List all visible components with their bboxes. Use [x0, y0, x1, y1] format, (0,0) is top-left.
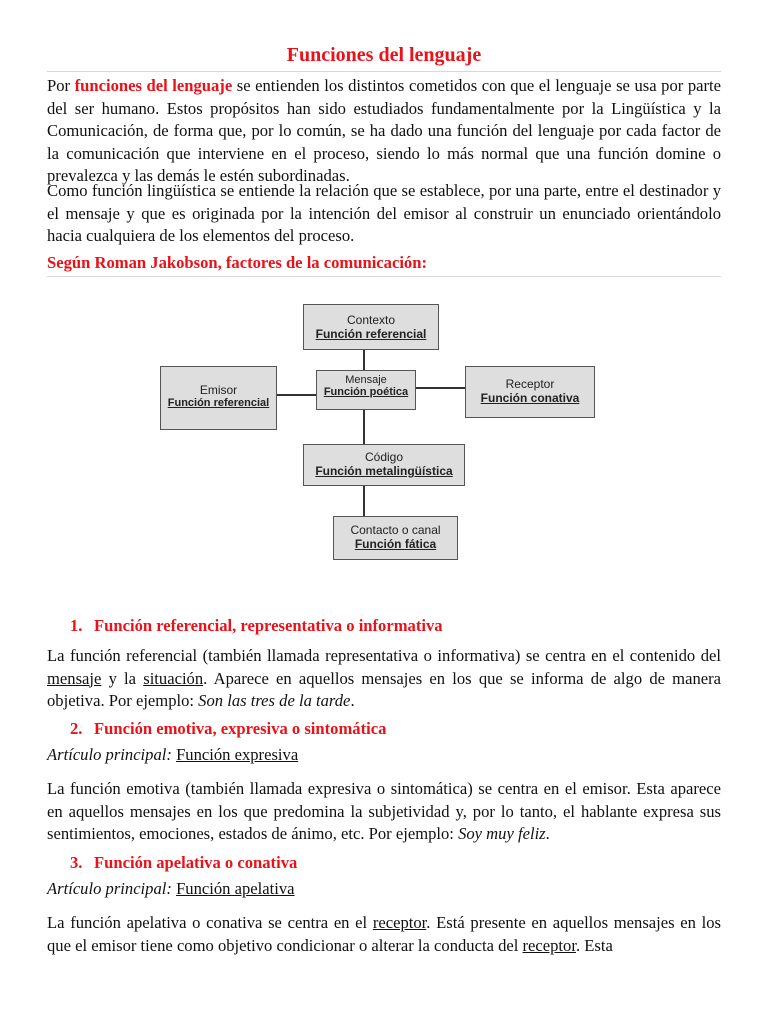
box-emisor [160, 366, 277, 430]
section-2-example: Soy muy feliz [458, 824, 546, 843]
section-2-article-line [47, 745, 298, 765]
communication-factors-diagram [140, 286, 620, 576]
intro-p1-start: Por [47, 76, 75, 95]
emisor-function: Función referencial [167, 397, 270, 409]
box-mensaje [316, 370, 416, 410]
section-1-paragraph [47, 645, 721, 713]
box-contexto [303, 304, 439, 350]
section-1-title: Función referencial, representativa o informativa [94, 616, 443, 635]
section-2-number: 2. [70, 719, 83, 738]
codigo-label: Código [364, 450, 404, 464]
section-3-article-label: Artículo principal: [47, 879, 172, 898]
mensaje-function: Función poética [323, 386, 409, 398]
box-codigo [303, 444, 465, 486]
jakobson-subheading: Según Roman Jakobson, factores de la comunicación: [47, 253, 721, 277]
funcion-apelativa-link[interactable]: Función apelativa [176, 879, 295, 898]
section-3-text: . Esta [575, 935, 613, 955]
section-2-article-label: Artículo principal: [47, 745, 172, 764]
connector-mensaje-codigo [363, 409, 365, 444]
section-1-text: La función referencial (también llamada representativa o informativa) se centra en el contenido del [47, 646, 721, 665]
section-3-paragraph [47, 912, 721, 957]
connector-contexto-mensaje [363, 348, 365, 370]
contexto-function: Función referencial [315, 327, 427, 341]
section-1-text: . Aparece en aquellos mensajes en los que se informa de algo de manera objetiva. Por ejemplo: [47, 668, 721, 710]
section-1-number: 1. [70, 616, 83, 635]
receptor-link[interactable]: receptor [522, 935, 576, 955]
section-3-article-line [47, 879, 295, 899]
mensaje-link[interactable]: mensaje [47, 668, 102, 688]
section-1-heading [70, 616, 443, 636]
section-2-text: . [545, 824, 550, 843]
section-3-heading [70, 853, 297, 873]
section-1-example: Son las tres de la tarde [198, 691, 351, 710]
box-receptor [465, 366, 595, 418]
intro-paragraph-2: Como función lingüística se entiende la relación que se establece, por una parte, entre el destinador y el mensaje y que es originada por la intención del emisor al construir un enunciado orientándolo hacia cualquiera de los elementos del proceso. [47, 181, 721, 245]
receptor-function: Función conativa [480, 391, 580, 405]
section-3-text: . Está presente en aquellos mensajes en los que el emisor tiene como objetivo condicionar o alterar la conducta del [47, 913, 721, 955]
section-2-heading [70, 719, 386, 739]
contacto-function: Función fática [354, 537, 437, 551]
section-3-number: 3. [70, 853, 83, 872]
emisor-label: Emisor [199, 383, 238, 397]
intro-paragraph-1 [47, 75, 721, 188]
box-contacto [333, 516, 458, 560]
contacto-label: Contacto o canal [350, 523, 441, 537]
receptor-link[interactable]: receptor [372, 913, 427, 932]
connector-codigo-contacto [363, 486, 365, 516]
title-divider [47, 71, 721, 72]
section-3-title: Función apelativa o conativa [94, 853, 298, 872]
intro-p1-highlight: funciones del lenguaje [74, 76, 233, 95]
connector-emisor-mensaje [277, 394, 317, 396]
intro-p1-rest: se entienden los distintos cometidos con que el lenguaje se usa por parte del ser humano. Estos propósitos han sido estudiados fundamentalmente por la Lingüística y la Comunicación, de forma que, por lo común, se ha dado una función del lenguaje por cada factor de la comunicación que interviene en el proceso, siendo lo más normal que una función domine o prevalezca y las demás le estén subordinadas. [47, 76, 721, 185]
section-3-text: La función apelativa o conativa se centra en el [47, 913, 373, 932]
connector-mensaje-receptor [415, 387, 465, 389]
funcion-expresiva-link[interactable]: Función expresiva [176, 745, 299, 764]
section-2-paragraph [47, 778, 721, 846]
situacion-link[interactable]: situación [143, 668, 204, 688]
codigo-function: Función metalingüística [315, 464, 453, 478]
section-1-text: y la [101, 668, 144, 688]
section-1-text: . [350, 691, 355, 710]
mensaje-label: Mensaje [345, 374, 387, 386]
page-title: Funciones del lenguaje [286, 44, 482, 66]
receptor-label: Receptor [505, 377, 555, 391]
contexto-label: Contexto [346, 313, 396, 327]
section-2-title: Función emotiva, expresiva o sintomática [94, 719, 387, 738]
section-2-text: La función emotiva (también llamada expresiva o sintomática) se centra en el emisor. Esta aparece en aquellos mensajes en los que predomina la subjetividad y, por lo tanto, el hablante expresa sus sentimientos, emociones, estados de ánimo, etc. Por ejemplo: [47, 779, 721, 843]
